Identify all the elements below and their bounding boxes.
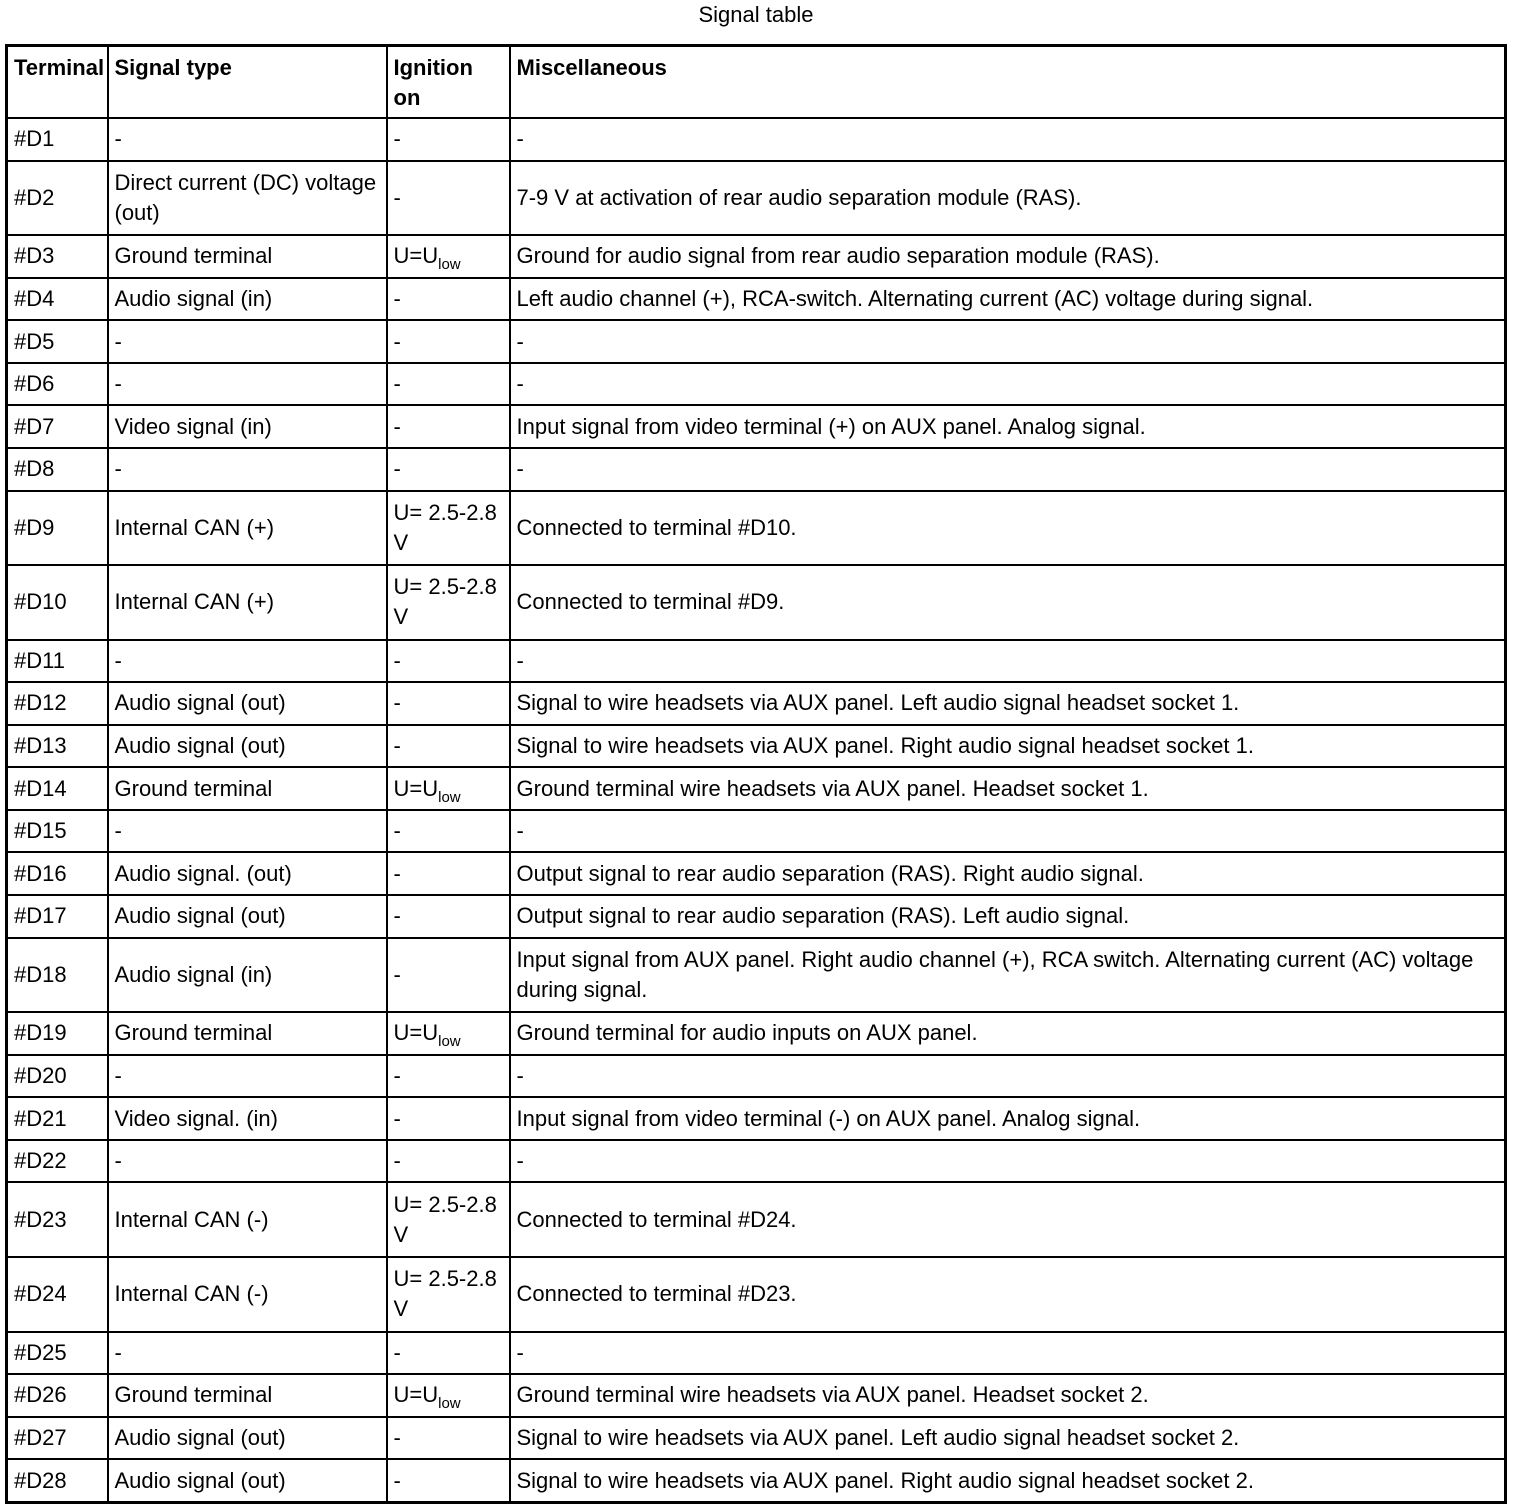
table-row <box>7 810 1506 853</box>
table-row <box>7 1012 1506 1055</box>
ignition-subscript: low <box>438 1395 461 1413</box>
column-header-miscellaneous: Miscellaneous <box>510 46 1506 119</box>
ignition-value: - <box>393 1105 401 1131</box>
ignition-value: - <box>393 1424 401 1450</box>
miscellaneous-cell: Output signal to rear audio separation (RAS). Right audio signal. <box>510 852 1506 895</box>
ignition-value: - <box>393 647 401 673</box>
miscellaneous-cell: Left audio channel (+), RCA-switch. Alternating current (AC) voltage during signal. <box>510 278 1506 321</box>
ignition-value: - <box>393 860 401 886</box>
signal-type-cell: Internal CAN (+) <box>108 565 387 640</box>
miscellaneous-cell: Connected to terminal #D23. <box>510 1257 1506 1332</box>
ignition-value: U= 2.5-2.8 V <box>393 499 497 555</box>
ignition-value: - <box>393 371 401 397</box>
terminal-cell: #D10 <box>7 565 108 640</box>
terminal-cell: #D28 <box>7 1459 108 1502</box>
ignition-value: - <box>393 903 401 929</box>
ignition-value: U=U <box>393 775 439 801</box>
miscellaneous-cell: 7-9 V at activation of rear audio separation module (RAS). <box>510 161 1506 236</box>
column-header-ignition-on: Ignition on <box>387 46 510 119</box>
ignition-value: - <box>393 690 401 716</box>
ignition-value: - <box>393 733 401 759</box>
ignition-value: - <box>393 1339 401 1365</box>
signal-type-cell: Audio signal (out) <box>108 725 387 768</box>
miscellaneous-cell: - <box>510 363 1506 406</box>
signal-type-cell: - <box>108 118 387 161</box>
table-row <box>7 767 1506 810</box>
miscellaneous-cell: Input signal from AUX panel. Right audio channel (+), RCA switch. Alternating current (AC) voltage during signal. <box>510 938 1506 1013</box>
signal-type-cell: - <box>108 363 387 406</box>
miscellaneous-cell: - <box>510 640 1506 683</box>
miscellaneous-cell: Connected to terminal #D10. <box>510 491 1506 566</box>
ignition-on-cell <box>387 1140 510 1183</box>
ignition-on-cell <box>387 1374 510 1417</box>
ignition-on-cell <box>387 363 510 406</box>
signal-type-cell: Ground terminal <box>108 767 387 810</box>
ignition-on-cell <box>387 448 510 491</box>
ignition-on-cell <box>387 852 510 895</box>
terminal-cell: #D11 <box>7 640 108 683</box>
ignition-value: - <box>393 126 401 152</box>
table-row <box>7 640 1506 683</box>
ignition-value: U=U <box>393 1020 439 1046</box>
terminal-cell: #D5 <box>7 320 108 363</box>
signal-type-cell: - <box>108 320 387 363</box>
ignition-on-cell <box>387 895 510 938</box>
ignition-on-cell <box>387 682 510 725</box>
miscellaneous-cell: - <box>510 1055 1506 1098</box>
miscellaneous-cell: Ground for audio signal from rear audio separation module (RAS). <box>510 235 1506 278</box>
table-header-row <box>7 46 1506 119</box>
ignition-on-cell <box>387 565 510 640</box>
ignition-on-cell <box>387 938 510 1013</box>
ignition-on-cell <box>387 118 510 161</box>
signal-table <box>5 44 1507 1504</box>
signal-type-cell: - <box>108 1055 387 1098</box>
terminal-cell: #D25 <box>7 1332 108 1375</box>
ignition-value: - <box>393 1148 401 1174</box>
terminal-cell: #D19 <box>7 1012 108 1055</box>
signal-type-cell: Video signal (in) <box>108 405 387 448</box>
table-row <box>7 1257 1506 1332</box>
miscellaneous-cell: Connected to terminal #D9. <box>510 565 1506 640</box>
ignition-on-cell <box>387 235 510 278</box>
signal-type-cell: Audio signal. (out) <box>108 852 387 895</box>
signal-type-cell: Video signal. (in) <box>108 1097 387 1140</box>
table-row <box>7 1332 1506 1375</box>
terminal-cell: #D3 <box>7 235 108 278</box>
miscellaneous-cell: Signal to wire headsets via AUX panel. Right audio signal headset socket 1. <box>510 725 1506 768</box>
table-row <box>7 565 1506 640</box>
ignition-value: - <box>393 285 401 311</box>
table-row <box>7 161 1506 236</box>
ignition-on-cell <box>387 405 510 448</box>
table-row <box>7 682 1506 725</box>
table-row <box>7 938 1506 1013</box>
miscellaneous-cell: Signal to wire headsets via AUX panel. Left audio signal headset socket 1. <box>510 682 1506 725</box>
table-body <box>7 118 1506 1503</box>
terminal-cell: #D12 <box>7 682 108 725</box>
table-row <box>7 363 1506 406</box>
miscellaneous-cell: - <box>510 448 1506 491</box>
signal-type-cell: - <box>108 640 387 683</box>
ignition-value: U=U <box>393 1382 439 1408</box>
table-row <box>7 1055 1506 1098</box>
column-header-signal-type: Signal type <box>108 46 387 119</box>
miscellaneous-cell: - <box>510 810 1506 853</box>
terminal-cell: #D9 <box>7 491 108 566</box>
ignition-value: - <box>393 184 401 210</box>
miscellaneous-cell: Input signal from video terminal (+) on AUX panel. Analog signal. <box>510 405 1506 448</box>
miscellaneous-cell: Input signal from video terminal (-) on AUX panel. Analog signal. <box>510 1097 1506 1140</box>
ignition-value: - <box>393 328 401 354</box>
ignition-value: - <box>393 1467 401 1493</box>
table-row <box>7 852 1506 895</box>
terminal-cell: #D13 <box>7 725 108 768</box>
terminal-cell: #D14 <box>7 767 108 810</box>
terminal-cell: #D22 <box>7 1140 108 1183</box>
table-row <box>7 320 1506 363</box>
signal-type-cell: Internal CAN (-) <box>108 1257 387 1332</box>
terminal-cell: #D2 <box>7 161 108 236</box>
ignition-on-cell <box>387 320 510 363</box>
ignition-value: U=U <box>393 243 439 269</box>
ignition-value: - <box>393 456 401 482</box>
ignition-on-cell <box>387 640 510 683</box>
terminal-cell: #D24 <box>7 1257 108 1332</box>
ignition-on-cell <box>387 1097 510 1140</box>
table-row <box>7 895 1506 938</box>
terminal-cell: #D16 <box>7 852 108 895</box>
table-row <box>7 405 1506 448</box>
terminal-cell: #D8 <box>7 448 108 491</box>
miscellaneous-cell: - <box>510 118 1506 161</box>
miscellaneous-cell: Ground terminal wire headsets via AUX panel. Headset socket 2. <box>510 1374 1506 1417</box>
ignition-on-cell <box>387 1459 510 1502</box>
signal-type-cell: Audio signal (in) <box>108 278 387 321</box>
ignition-value: U= 2.5-2.8 V <box>393 1266 497 1322</box>
table-row <box>7 118 1506 161</box>
terminal-cell: #D6 <box>7 363 108 406</box>
ignition-on-cell <box>387 491 510 566</box>
table-row <box>7 235 1506 278</box>
miscellaneous-cell: - <box>510 320 1506 363</box>
signal-type-cell: - <box>108 1332 387 1375</box>
terminal-cell: #D17 <box>7 895 108 938</box>
ignition-on-cell <box>387 767 510 810</box>
page-title: Signal table <box>698 2 814 27</box>
column-header-terminal: Terminal <box>7 46 108 119</box>
table-row <box>7 1097 1506 1140</box>
terminal-cell: #D4 <box>7 278 108 321</box>
ignition-on-cell <box>387 810 510 853</box>
table-row <box>7 725 1506 768</box>
ignition-value: U= 2.5-2.8 V <box>393 1191 497 1247</box>
ignition-on-cell <box>387 1182 510 1257</box>
table-row <box>7 278 1506 321</box>
signal-type-cell: Audio signal (out) <box>108 682 387 725</box>
table-row <box>7 1459 1506 1502</box>
table-row <box>7 448 1506 491</box>
terminal-cell: #D23 <box>7 1182 108 1257</box>
terminal-cell: #D27 <box>7 1417 108 1460</box>
ignition-subscript: low <box>438 256 461 274</box>
miscellaneous-cell: Ground terminal for audio inputs on AUX panel. <box>510 1012 1506 1055</box>
terminal-cell: #D21 <box>7 1097 108 1140</box>
terminal-cell: #D1 <box>7 118 108 161</box>
signal-type-cell: Audio signal (out) <box>108 1417 387 1460</box>
ignition-on-cell <box>387 1055 510 1098</box>
signal-type-cell: Audio signal (out) <box>108 895 387 938</box>
table-row <box>7 1374 1506 1417</box>
signal-type-cell: Audio signal (out) <box>108 1459 387 1502</box>
ignition-on-cell <box>387 1417 510 1460</box>
ignition-on-cell <box>387 1257 510 1332</box>
ignition-on-cell <box>387 278 510 321</box>
terminal-cell: #D7 <box>7 405 108 448</box>
table-row <box>7 1182 1506 1257</box>
signal-type-cell: Internal CAN (-) <box>108 1182 387 1257</box>
miscellaneous-cell: - <box>510 1140 1506 1183</box>
ignition-on-cell <box>387 725 510 768</box>
terminal-cell: #D18 <box>7 938 108 1013</box>
ignition-on-cell <box>387 1332 510 1375</box>
signal-type-cell: Direct current (DC) voltage (out) <box>108 161 387 236</box>
table-row <box>7 1140 1506 1183</box>
signal-type-cell: - <box>108 810 387 853</box>
terminal-cell: #D20 <box>7 1055 108 1098</box>
miscellaneous-cell: Signal to wire headsets via AUX panel. Right audio signal headset socket 2. <box>510 1459 1506 1502</box>
ignition-subscript: low <box>438 1033 461 1051</box>
miscellaneous-cell: Output signal to rear audio separation (RAS). Left audio signal. <box>510 895 1506 938</box>
signal-type-cell: - <box>108 448 387 491</box>
miscellaneous-cell: Connected to terminal #D24. <box>510 1182 1506 1257</box>
ignition-value: - <box>393 961 401 987</box>
terminal-cell: #D26 <box>7 1374 108 1417</box>
signal-type-cell: - <box>108 1140 387 1183</box>
miscellaneous-cell: Ground terminal wire headsets via AUX panel. Headset socket 1. <box>510 767 1506 810</box>
miscellaneous-cell: - <box>510 1332 1506 1375</box>
ignition-value: - <box>393 818 401 844</box>
ignition-on-cell <box>387 161 510 236</box>
ignition-value: - <box>393 413 401 439</box>
table-row <box>7 1417 1506 1460</box>
ignition-on-cell <box>387 1012 510 1055</box>
signal-type-cell: Ground terminal <box>108 1374 387 1417</box>
ignition-value: - <box>393 1063 401 1089</box>
signal-type-cell: Ground terminal <box>108 235 387 278</box>
signal-type-cell: Audio signal (in) <box>108 938 387 1013</box>
signal-type-cell: Internal CAN (+) <box>108 491 387 566</box>
ignition-subscript: low <box>438 788 461 806</box>
signal-type-cell: Ground terminal <box>108 1012 387 1055</box>
miscellaneous-cell: Signal to wire headsets via AUX panel. Left audio signal headset socket 2. <box>510 1417 1506 1460</box>
terminal-cell: #D15 <box>7 810 108 853</box>
ignition-value: U= 2.5-2.8 V <box>393 574 497 630</box>
table-row <box>7 491 1506 566</box>
